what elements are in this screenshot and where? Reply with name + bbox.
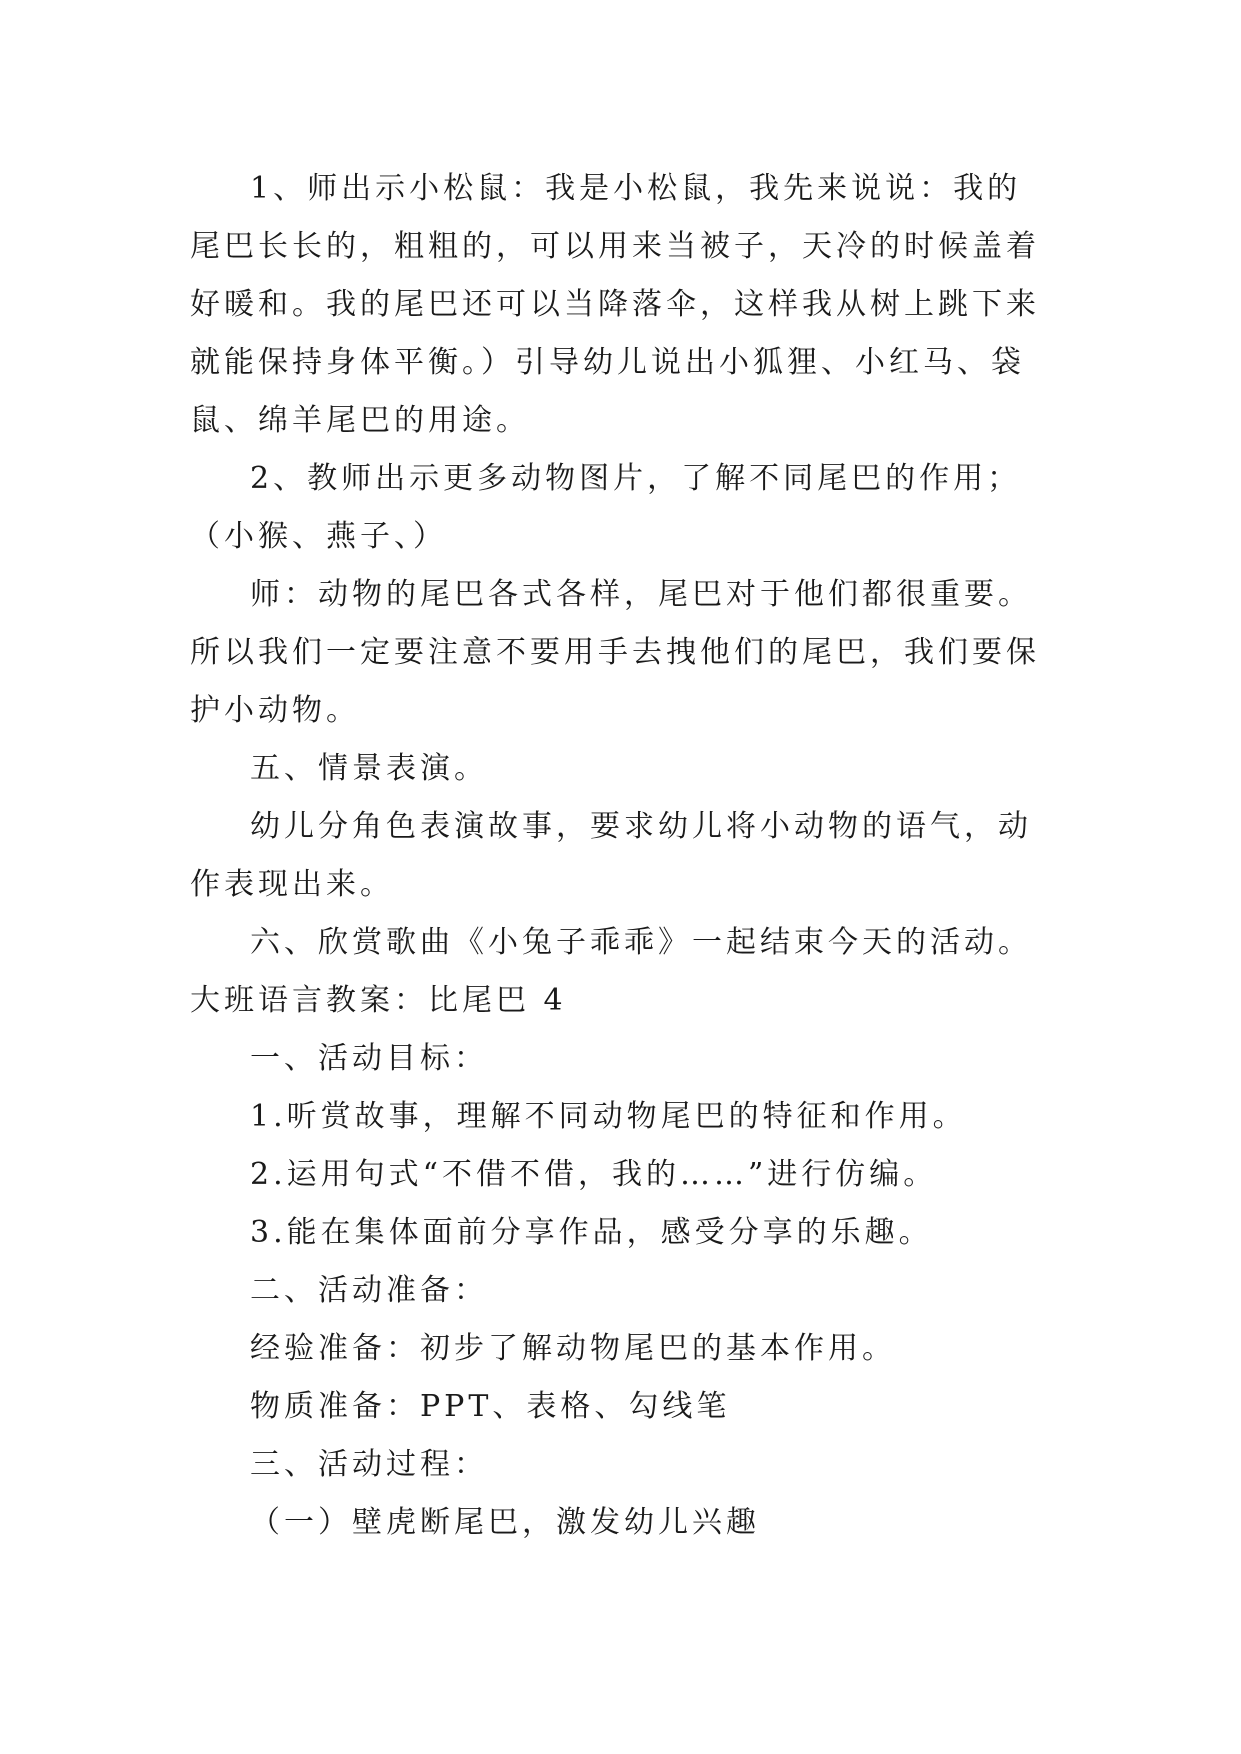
goal-item-2: 2.运用句式“不借不借，我的……”进行仿编。: [250, 1157, 938, 1192]
heading-activity-goals: 一、活动目标：: [250, 1041, 488, 1076]
goal-item-3: 3.能在集体面前分享作品，感受分享的乐趣。: [250, 1215, 933, 1250]
heading-song: 六、欣赏歌曲《小兔子乖乖》一起结束今天的活动。: [250, 925, 1032, 960]
prep-experience: 经验准备：初步了解动物尾巴的基本作用。: [250, 1331, 896, 1366]
heading-activity-prep: 二、活动准备：: [250, 1273, 488, 1308]
goal-item-1: 1.听赏故事，理解不同动物尾巴的特征和作用。: [250, 1099, 967, 1134]
prep-materials: 物质准备：PPT、表格、勾线笔: [250, 1389, 731, 1424]
paragraph-role-play: 幼儿分角色表演故事，要求幼儿将小动物的语气，动作表现出来。: [190, 809, 1032, 902]
process-step-1: （一）壁虎断尾巴，激发幼儿兴趣: [250, 1505, 760, 1540]
document-body: [190, 160, 1052, 1552]
section-title: 大班语言教案：比尾巴 4: [190, 983, 567, 1018]
paragraph-more-animals: 2、教师出示更多动物图片，了解不同尾巴的作用；（小猴、燕子、）: [190, 461, 1022, 554]
paragraph-squirrel: 1、师出示小松鼠：我是小松鼠，我先来说说：我的尾巴长长的，粗粗的，可以用来当被子，天冷的时候盖着好暖和。我的尾巴还可以当降落伞，这样我从树上跳下来就能保持身体平衡。）引导幼儿说出小狐狸、小红马、袋鼠、绵羊尾巴的用途。: [190, 171, 1040, 438]
paragraph-teacher-summary: 师：动物的尾巴各式各样，尾巴对于他们都很重要。所以我们一定要注意不要用手去拽他们的尾巴，我们要保护小动物。: [190, 577, 1040, 728]
heading-activity-process: 三、活动过程：: [250, 1447, 488, 1482]
heading-scene-performance: 五、情景表演。: [250, 751, 488, 786]
